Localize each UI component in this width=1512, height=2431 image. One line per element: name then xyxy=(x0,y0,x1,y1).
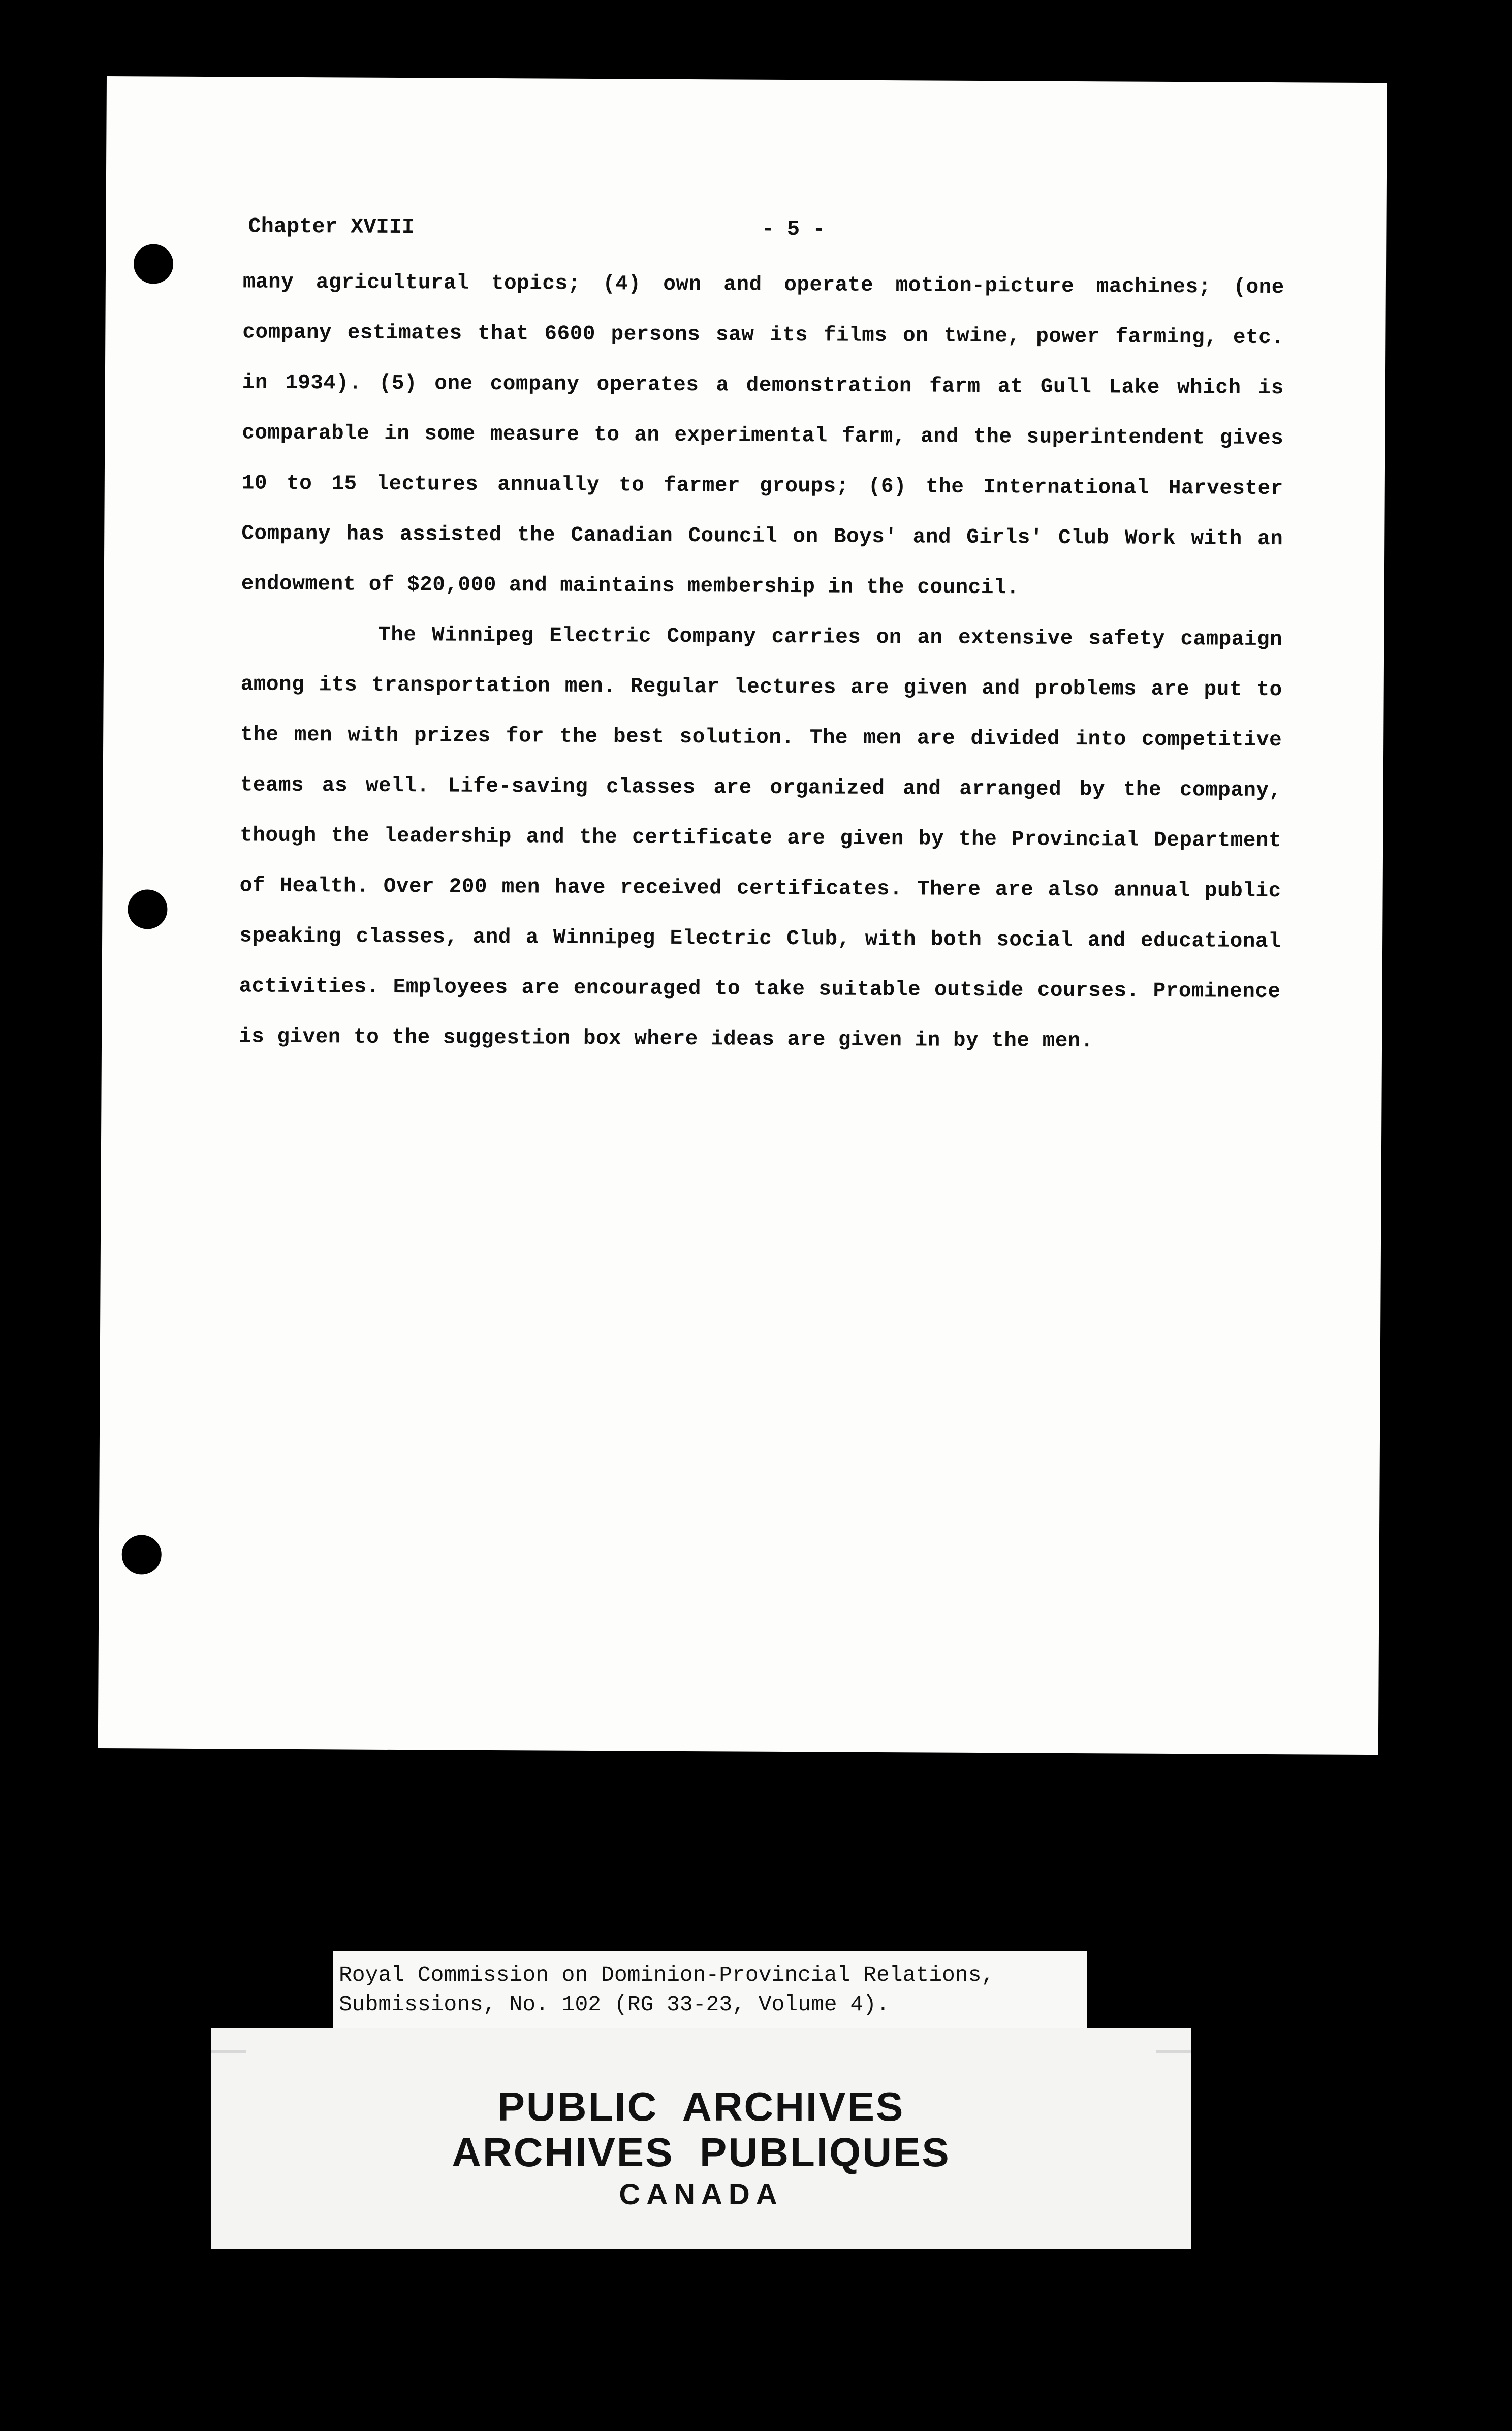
label-mark xyxy=(1156,2050,1191,2053)
stamp-line-french: ARCHIVES PUBLIQUES xyxy=(452,2130,951,2175)
paragraph: many agricultural topics; (4) own and operate motion-picture machines; (one company estimates that 6600 persons saw its films on twine, power farming, etc. in 1934). (5) one company operates a demonstration farm at Gull Lake which is comparable in some measure to an experimental farm, and the superintendent gives 10 to 15 lectures annually to farmer groups; (6) the International Harvester Company has assisted the Canadian Council on Boys' and Girls' Club Work with an endowment of $20,000 and maintains membership in the council. xyxy=(241,270,1284,600)
paragraph: The Winnipeg Electric Company carries on an extensive safety campaign among its transportation men. Regular lectures are given and problems are put to the men with prizes for the best solution. The men are divided into competitive teams as well. Life-saving classes are organized and arranged by the company, though the leadership and the certificate are given by the Provincial Department of Health. Over 200 men have received certificates. There are also annual public speaking classes, and a Winnipeg Electric Club, with both social and educational activities. Employees are encouraged to take suitable outside courses. Prominence is given to the suggestion box where ideas are given in by the men. xyxy=(238,623,1283,1053)
chapter-title: Chapter XVIII xyxy=(248,214,415,240)
punch-hole xyxy=(134,244,173,284)
body-text xyxy=(239,257,1284,1068)
page-number: - 5 - xyxy=(761,216,826,242)
citation-label xyxy=(333,1951,1087,2028)
punch-hole xyxy=(128,889,167,929)
punch-hole xyxy=(122,1535,162,1574)
page-header xyxy=(248,214,1315,250)
citation-text: Royal Commission on Dominion-Provincial Relations, Submissions, No. 102 (RG 33-23, Volume 4). xyxy=(339,1962,995,2017)
stamp-line-english: PUBLIC ARCHIVES xyxy=(497,2084,905,2129)
label-mark xyxy=(211,2050,246,2053)
document-page xyxy=(98,76,1387,1755)
archive-stamp xyxy=(211,2028,1191,2249)
stamp-line-country: CANADA xyxy=(619,2178,783,2211)
